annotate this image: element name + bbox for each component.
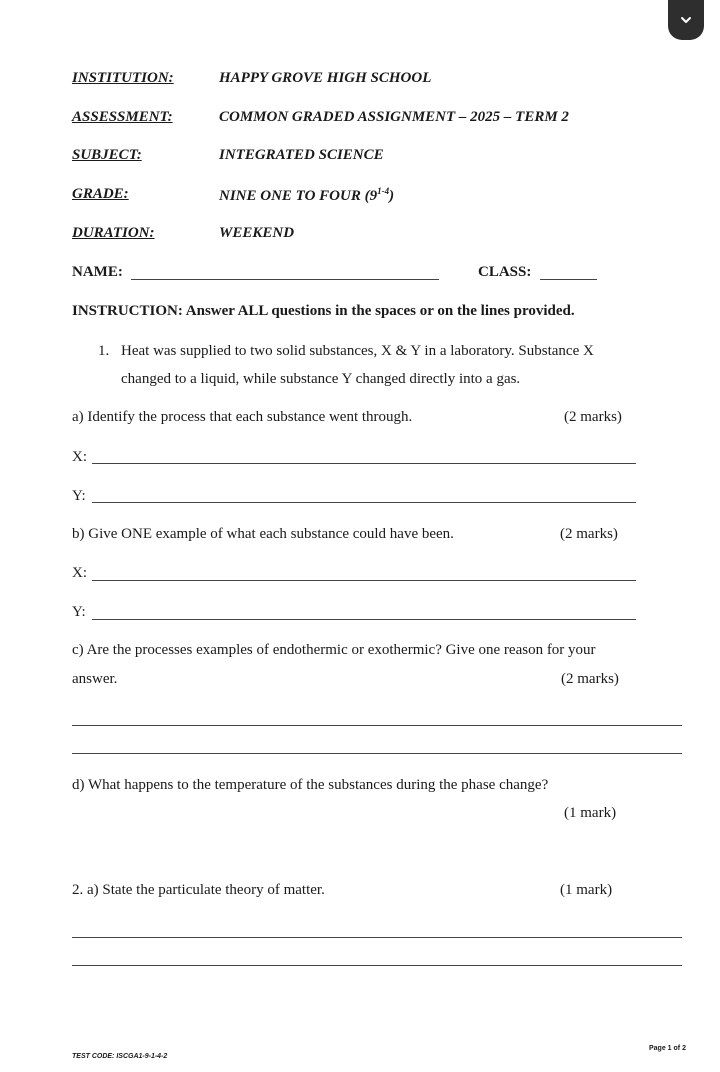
assessment-value: COMMON GRADED ASSIGNMENT – 2025 – TERM 2 <box>219 109 569 125</box>
q1b-text: b) Give ONE example of what each substance could have been. <box>72 526 454 542</box>
chevron-down-icon <box>679 13 693 27</box>
q1-stem-line2: changed to a liquid, while substance Y changed directly into a gas. <box>121 371 521 387</box>
q1b-marks: (2 marks) <box>560 526 618 542</box>
institution-value: HAPPY GROVE HIGH SCHOOL <box>219 70 432 86</box>
q1c-answer-line[interactable] <box>72 725 682 726</box>
q1c-answer-line[interactable] <box>72 753 682 754</box>
q2a-text: 2. a) State the particulate theory of matter. <box>72 882 325 898</box>
q2a-answer-line[interactable] <box>72 965 682 966</box>
class-line[interactable] <box>540 279 597 280</box>
q1d-text: d) What happens to the temperature of the substances during the phase change? <box>72 777 549 793</box>
name-line[interactable] <box>131 279 439 280</box>
assessment-label: ASSESSMENT: <box>72 109 173 125</box>
q1a-y-label: Y: <box>72 488 86 504</box>
grade-label: GRADE: <box>72 186 129 202</box>
q2a-marks: (1 mark) <box>560 882 613 898</box>
name-label: NAME: <box>72 264 123 280</box>
q1b-y-line[interactable] <box>92 619 636 620</box>
q2a-answer-line[interactable] <box>72 937 682 938</box>
q1a-marks: (2 marks) <box>564 409 622 425</box>
subject-label: SUBJECT: <box>72 147 142 163</box>
q1a-x-label: X: <box>72 449 87 465</box>
q1c-text: c) Are the processes examples of endothermic or exothermic? Give one reason for your <box>72 642 596 658</box>
duration-value: WEEKEND <box>219 225 295 241</box>
q1c-text-cont: answer. <box>72 671 118 687</box>
instruction-text: INSTRUCTION: Answer ALL questions in the spaces or on the lines provided. <box>72 303 575 319</box>
page-nav-button[interactable] <box>668 0 704 40</box>
q1a-x-line[interactable] <box>92 463 636 464</box>
q1d-marks: (1 mark) <box>564 805 617 821</box>
class-label: CLASS: <box>478 264 532 280</box>
institution-label: INSTITUTION: <box>72 70 174 86</box>
q1-stem-line1: Heat was supplied to two solid substances, X & Y in a laboratory. Substance X <box>121 343 594 359</box>
test-code: TEST CODE: ISCGA1-9-1-4-2 <box>72 1053 168 1060</box>
q1b-x-label: X: <box>72 565 87 581</box>
subject-value: INTEGRATED SCIENCE <box>219 147 384 163</box>
q1b-x-line[interactable] <box>92 580 636 581</box>
q1a-y-line[interactable] <box>92 502 636 503</box>
page-number: Page 1 of 2 <box>649 1045 686 1052</box>
q1c-marks: (2 marks) <box>561 671 619 687</box>
q1a-text: a) Identify the process that each substance went through. <box>72 409 413 425</box>
q1-number: 1. <box>98 343 110 359</box>
q1b-y-label: Y: <box>72 604 86 620</box>
duration-label: DURATION: <box>72 225 155 241</box>
grade-value: NINE ONE TO FOUR (9$^{1-4}$) <box>219 186 395 204</box>
